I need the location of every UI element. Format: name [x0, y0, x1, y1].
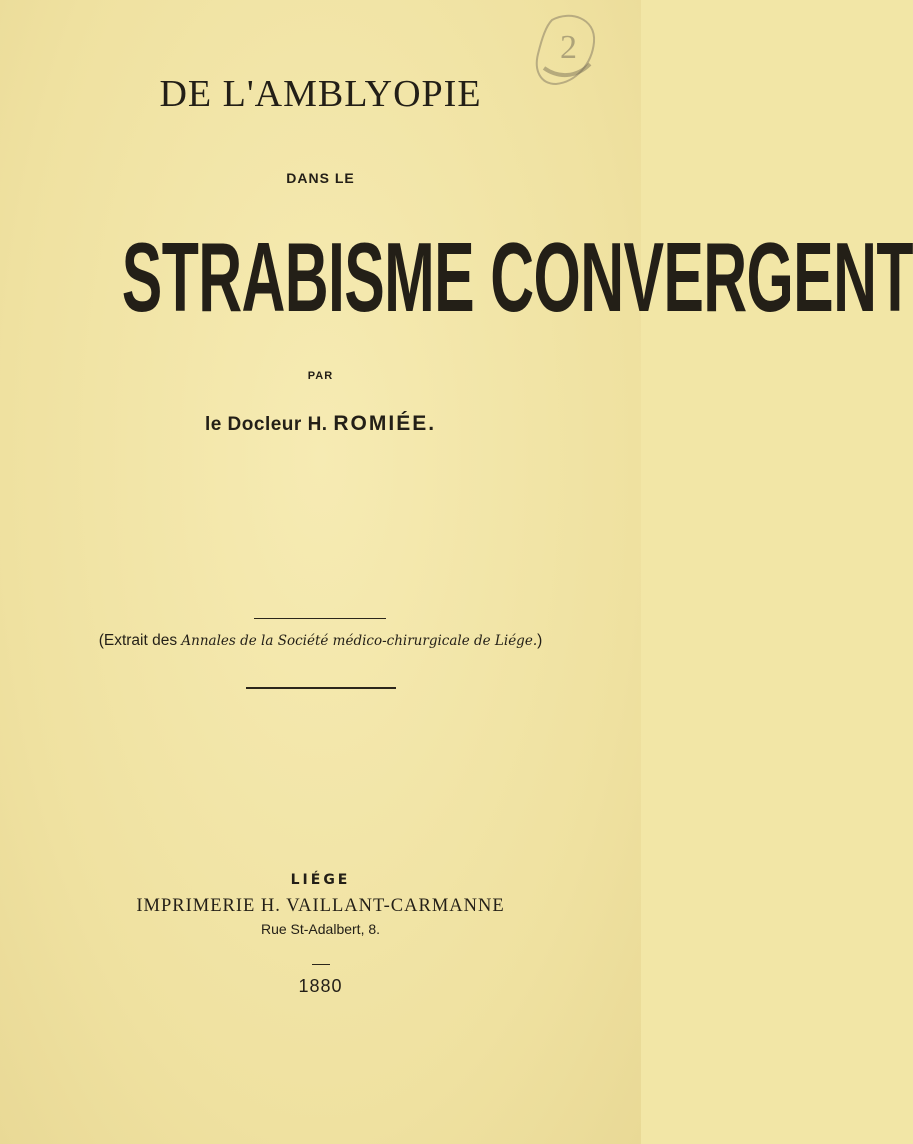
extract-note [0, 632, 641, 650]
journal-title: Annales de la Société médico-chirurgicale de Liége. [181, 633, 538, 649]
main-title [121, 222, 913, 332]
author-line [0, 412, 641, 436]
publication-place: LIÉGE [290, 872, 351, 888]
by-label: PAR [307, 370, 334, 382]
publication-year: 1880 [298, 976, 343, 996]
divider-top [254, 618, 386, 619]
divider-bottom [312, 964, 330, 965]
title-connector: DANS LE [286, 170, 355, 186]
divider-middle [246, 687, 396, 689]
printer-address: Rue St-Adalbert, 8. [260, 921, 381, 937]
book-title: DE L'AMBLYOPIE [159, 73, 482, 115]
author-prefix: le Docleur H. [204, 414, 328, 435]
author-name: ROMIÉE. [333, 412, 437, 435]
printer: IMPRIMERIE H. VAILLANT-CARMANNE [136, 896, 505, 916]
stamp-number: 2 [560, 29, 577, 66]
main-title-text: STRABISME CONVERGENT [121, 222, 913, 332]
extract-lead: (Extrait des [98, 632, 178, 649]
extract-close: ) [537, 632, 543, 649]
